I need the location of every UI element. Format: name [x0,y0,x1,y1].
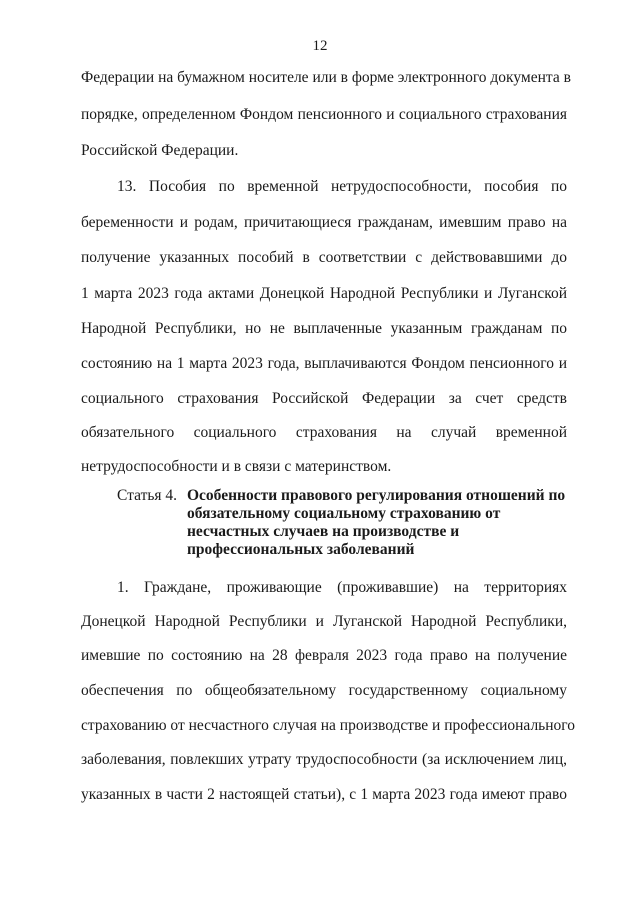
text-line: обязательного социального страхования на случай временной [81,424,567,441]
text-line: страхованию от несчастного случая на производстве и профессионального [81,717,576,734]
text-line: Федерации на бумажном носителе или в форме электронного документа в [81,69,571,86]
article-title-line: несчастных случаев на производстве и [187,523,460,540]
text-line: Народной Республики, но не выплаченные указанным гражданам по [81,320,567,337]
text-line: 1 марта 2023 года актами Донецкой Народной Республики и Луганской [81,285,567,302]
text-line: заболевания, повлекших утрату трудоспособности (за исключением лиц, [81,751,567,768]
text-line: 13. Пособия по временной нетрудоспособности, пособия по [117,178,567,195]
text-line: Донецкой Народной Республики и Луганской Народной Республики, [81,613,567,630]
text-line: состоянию на 1 марта 2023 года, выплачиваются Фондом пенсионного и [81,355,567,372]
text-line: порядке, определенном Фондом пенсионного и социального страхования [81,106,567,123]
text-line: указанных в части 2 настоящей статьи), с 1 марта 2023 года имеют право [81,786,567,803]
text-line: 1. Граждане, проживающие (проживавшие) на территориях [117,579,567,596]
text-line: обеспечения по общеобязательному государственному социальному [81,682,567,699]
text-line: имевшие по состоянию на 28 февраля 2023 года право на получение [81,647,567,664]
text-line: Российской Федерации. [81,142,239,159]
article-label: Статья 4. [117,487,178,504]
article-title-line: профессиональных заболеваний [187,541,415,558]
text-line: социального страхования Российской Федерации за счет средств [81,390,567,407]
text-line: получение указанных пособий в соответствии с действовавшими до [81,249,567,266]
text-line: нетрудоспособности и в связи с материнством. [81,458,392,475]
text-line: беременности и родам, причитающиеся гражданам, имевшим право на [81,214,567,231]
page-number: 12 [312,38,328,54]
article-title-line: обязательному социальному страхованию от [187,505,501,522]
article-title-line: Особенности правового регулирования отношений по [187,487,566,504]
